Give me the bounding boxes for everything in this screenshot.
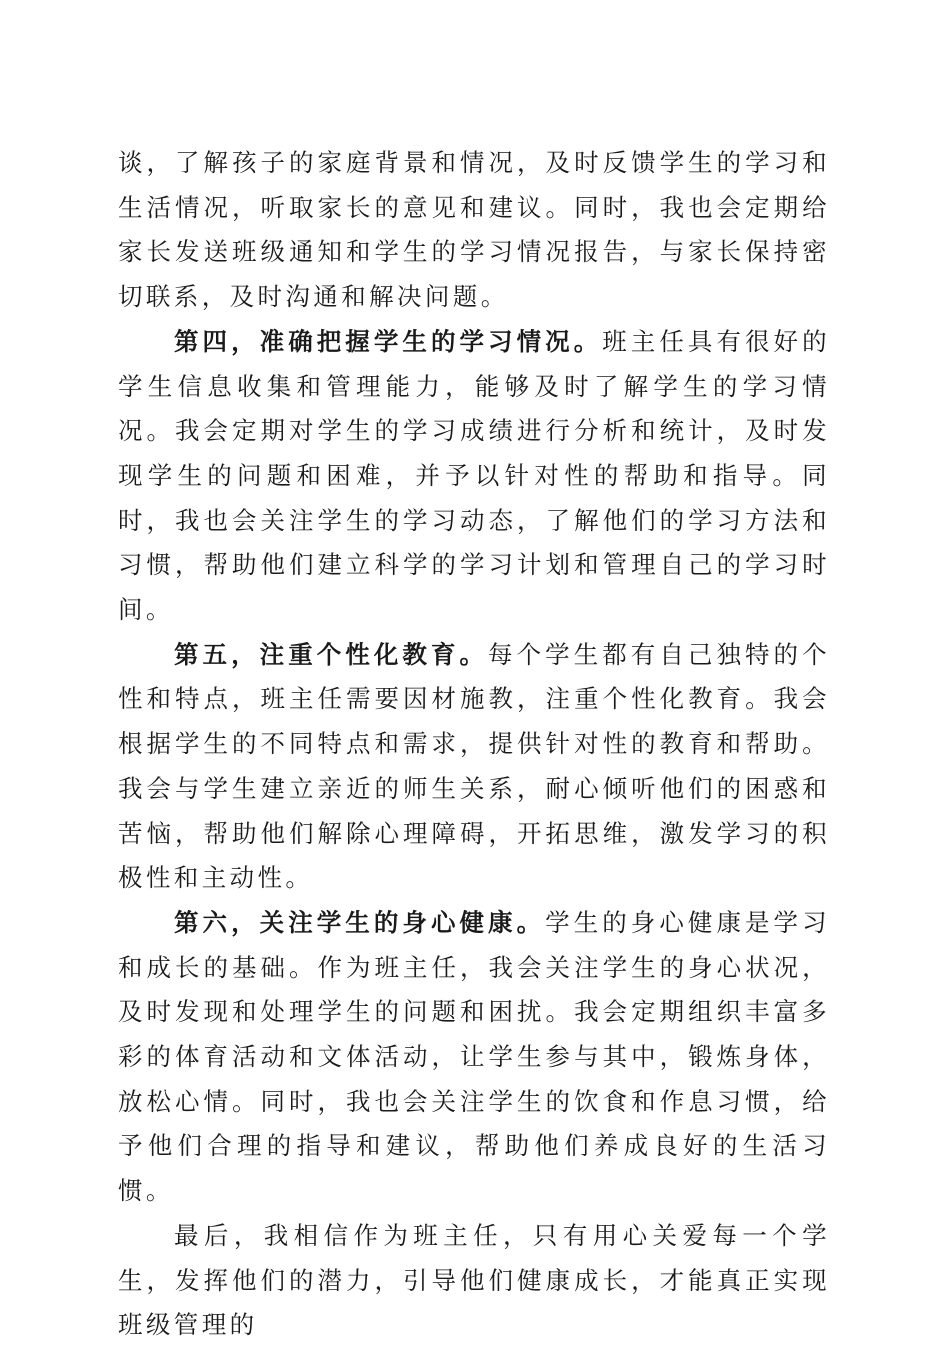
paragraph-health [118,901,830,1214]
paragraph-body: 最后，我相信作为班主任，只有用心关爱每一个学生，发挥他们的潜力，引导他们健康成长，才能真正实现班级管理的 [118,1220,830,1340]
paragraph-learning-status [118,320,830,633]
paragraph-body: 学生的身心健康是学习和成长的基础。作为班主任，我会关注学生的身心状况，及时发现和处理学生的问题和困扰。我会定期组织丰富多彩的体育活动和文体活动，让学生参与其中，锻炼身体，放松心情。同时，我也会关注学生的饮食和作息习惯，给予他们合理的指导和建议，帮助他们养成良好的生活习惯。 [118,907,831,1206]
paragraph-parent-communication [118,141,830,320]
paragraph-heading: 第五，注重个性化教育。 [174,639,489,669]
paragraph-heading: 第四，准确把握学生的学习情况。 [174,326,603,356]
paragraph-body: 谈，了解孩子的家庭背景和情况，及时反馈学生的学习和生活情况，听取家长的意见和建议。同时，我也会定期给家长发送班级通知和学生的学习情况报告，与家长保持密切联系，及时沟通和解决问题。 [118,148,830,312]
document-page [118,141,830,1348]
paragraph-body: 班主任具有很好的学生信息收集和管理能力，能够及时了解学生的学习情况。我会定期对学生的学习成绩进行分析和统计，及时发现学生的问题和困难，并予以针对性的帮助和指导。同时，我也会关注学生的学习动态，了解他们的学习方法和习惯，帮助他们建立科学的学习计划和管理自己的学习时间。 [118,326,830,625]
paragraph-personalized-education [118,633,830,901]
paragraph-heading: 第六，关注学生的身心健康。 [174,907,546,937]
paragraph-body: 每个学生都有自己独特的个性和特点，班主任需要因材施教，注重个性化教育。我会根据学生的不同特点和需求，提供针对性的教育和帮助。我会与学生建立亲近的师生关系，耐心倾听他们的困惑和苦恼，帮助他们解除心理障碍，开拓思维，激发学习的积极性和主动性。 [118,639,830,893]
paragraph-conclusion [118,1214,830,1348]
